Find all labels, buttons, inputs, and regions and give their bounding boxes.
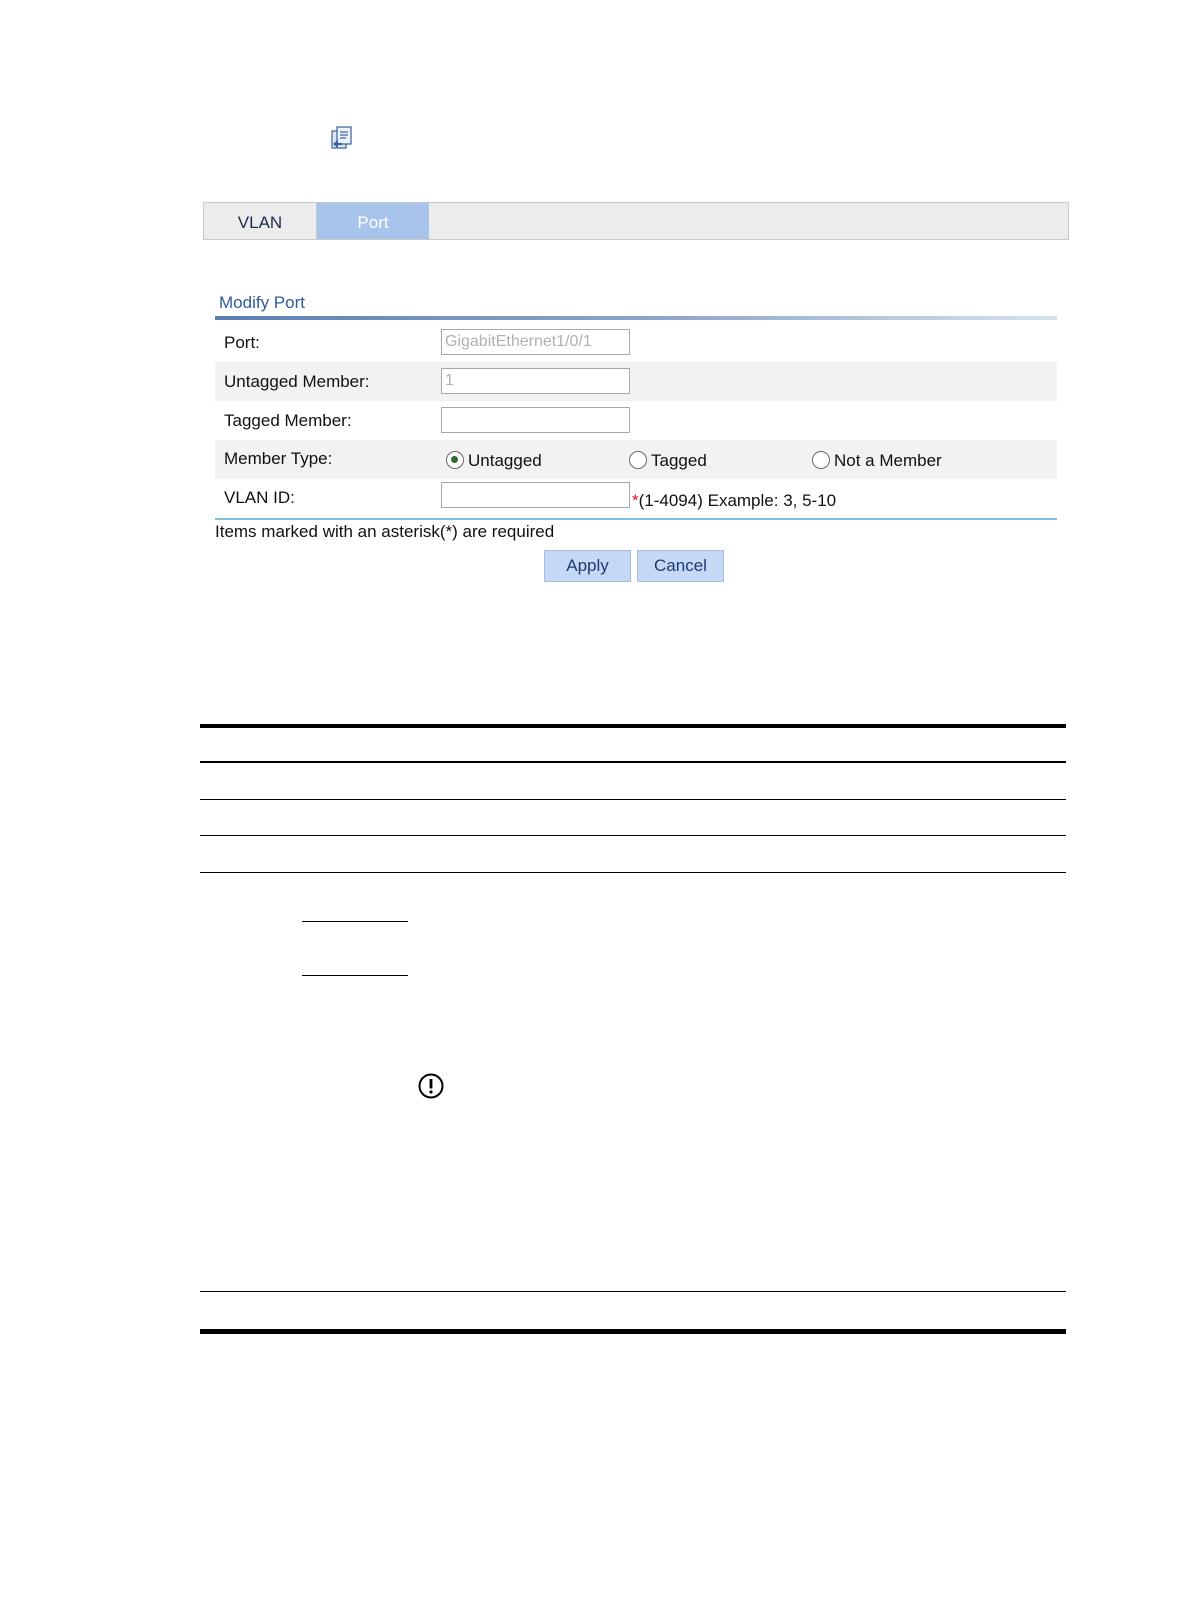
tab-vlan[interactable]: VLAN bbox=[204, 203, 317, 239]
form-footer-line bbox=[215, 518, 1057, 520]
radio-not-a-member[interactable] bbox=[812, 451, 830, 469]
member-type-label: Member Type: bbox=[224, 449, 333, 468]
required-asterisk: * bbox=[632, 491, 639, 510]
important-icon bbox=[418, 1073, 444, 1099]
untagged-member-row bbox=[215, 362, 1057, 401]
radio-tagged-label[interactable]: Tagged bbox=[651, 451, 707, 470]
radio-not-a-member-label[interactable]: Not a Member bbox=[834, 451, 942, 470]
document-icon bbox=[330, 125, 354, 151]
table-bottom-rule bbox=[200, 872, 1066, 873]
tagged-member-label: Tagged Member: bbox=[224, 411, 352, 430]
short-divider bbox=[302, 921, 408, 922]
notice-top-rule bbox=[200, 1291, 1066, 1292]
port-row bbox=[215, 323, 1057, 362]
radio-tagged[interactable] bbox=[629, 451, 647, 469]
radio-untagged[interactable] bbox=[446, 451, 464, 469]
tagged-member-row bbox=[215, 401, 1057, 440]
notice-bottom-rule bbox=[200, 1329, 1066, 1334]
vlan-id-range-hint: (1-4094) Example: 3, 5-10 bbox=[638, 491, 837, 510]
vlan-id-hint bbox=[632, 491, 836, 511]
section-divider bbox=[215, 316, 1057, 320]
tab-port[interactable]: Port bbox=[317, 203, 429, 239]
tagged-member-field bbox=[441, 407, 630, 433]
table-row-rule bbox=[200, 799, 1066, 800]
section-title: Modify Port bbox=[219, 293, 305, 312]
short-divider bbox=[302, 975, 408, 976]
cancel-button[interactable]: Cancel bbox=[637, 550, 724, 582]
table-top-rule bbox=[200, 724, 1066, 728]
untagged-member-label: Untagged Member: bbox=[224, 372, 370, 391]
vlan-id-label: VLAN ID: bbox=[224, 488, 295, 507]
apply-button[interactable]: Apply bbox=[544, 550, 631, 582]
member-type-row bbox=[215, 440, 1057, 479]
radio-untagged-label[interactable]: Untagged bbox=[468, 451, 542, 470]
port-label: Port: bbox=[224, 333, 260, 352]
untagged-member-field: 1 bbox=[441, 368, 630, 394]
vlan-id-row bbox=[215, 479, 1057, 518]
port-field: GigabitEthernet1/0/1 bbox=[441, 329, 630, 355]
vlan-id-input[interactable] bbox=[441, 482, 630, 508]
tab-bar bbox=[203, 202, 1069, 240]
table-header-rule bbox=[200, 761, 1066, 763]
table-row-rule bbox=[200, 835, 1066, 836]
required-note: Items marked with an asterisk(*) are required bbox=[215, 522, 555, 541]
